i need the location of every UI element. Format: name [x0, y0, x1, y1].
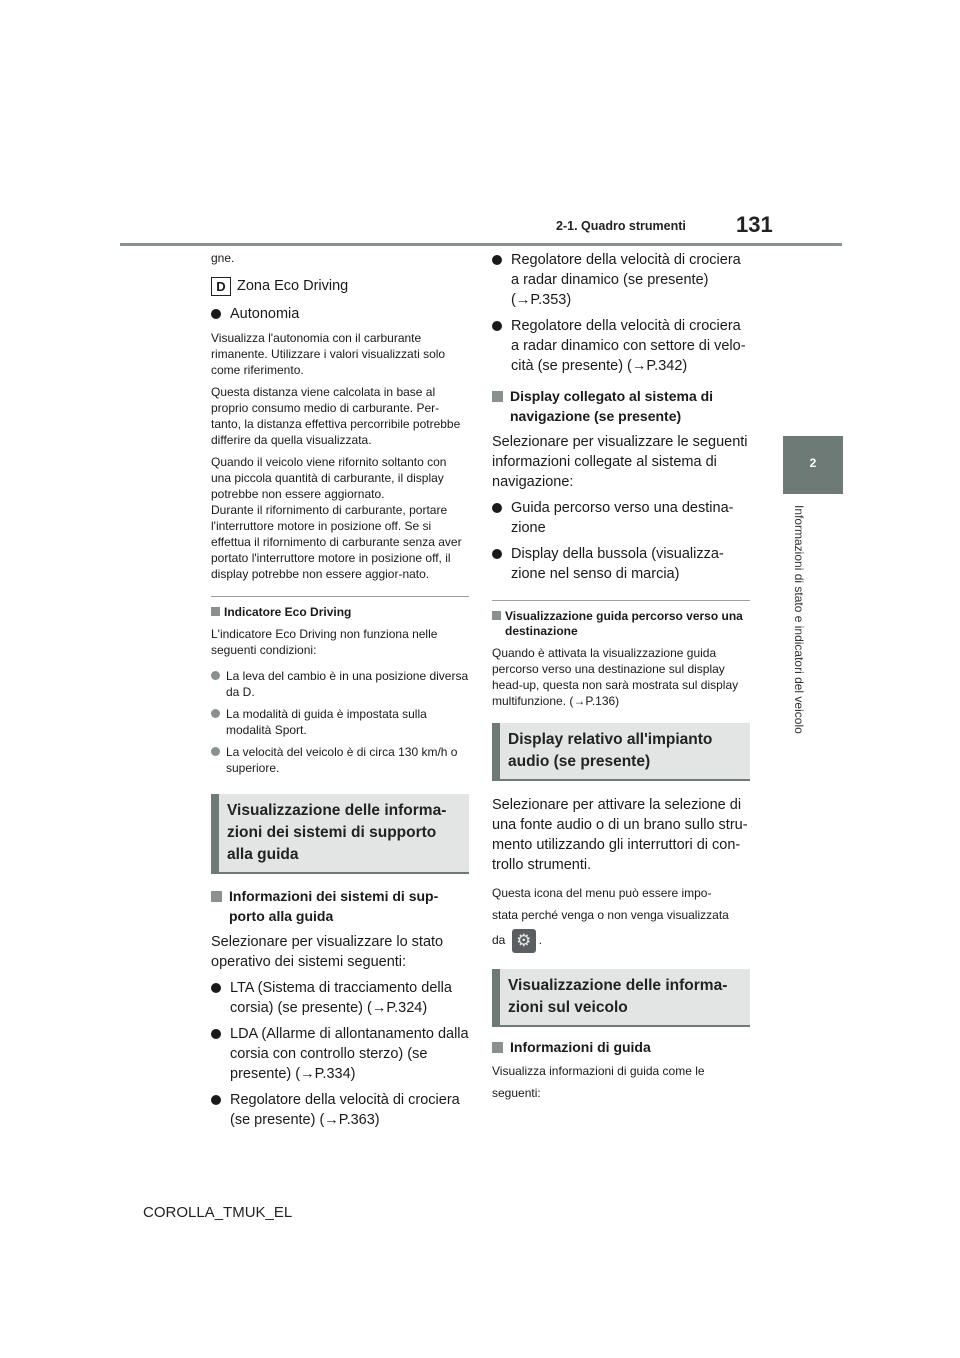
support-item: LTA (Sistema di tracciamento della corsia) (se presente) (→P.324) — [211, 978, 469, 1018]
nav-para: Selezionare per visualizzare le seguenti informazioni collegate al sistema di navigazione: — [492, 434, 748, 490]
chapter-tab-title: Informazioni di stato e indicatori del veicolo — [792, 505, 806, 734]
audio-note-period: . — [538, 933, 543, 948]
nav-item: Guida percorso verso una destina-zione — [492, 498, 750, 538]
callout-letter-d: D — [211, 277, 231, 296]
audio-para: Selezionare per attivare la selezione di una fonte audio o di un brano sullo stru-mento utilizzando gli interruttori di con-trollo strumenti. — [492, 797, 748, 873]
audio-note-line: stata perché venga o non venga visualizzata — [492, 908, 729, 922]
eco-indicator-heading: Indicatore Eco Driving — [211, 605, 469, 620]
support-info-para: Selezionare per visualizzare lo stato operativo dei sistemi seguenti: — [211, 934, 444, 970]
eco-condition-item: La velocità del veicolo è di circa 130 km/h o superiore. — [211, 744, 469, 776]
eco-zone-item — [211, 276, 469, 296]
header-rule — [120, 243, 842, 246]
chapter-tab-number: 2 — [809, 456, 817, 470]
autonomia-para-3: Quando il veicolo viene rifornito soltanto con una piccola quantità di carburante, il display potrebbe non essere aggiornato. — [211, 455, 447, 501]
driving-info-heading: Informazioni di guida — [492, 1037, 750, 1057]
section-title-audio: Display relativo all'impianto audio (se presente) — [492, 723, 750, 781]
audio-note-line: Questa icona del menu può essere impo- — [492, 886, 712, 900]
section-title-support-systems: Visualizzazione delle informa-zioni dei sistemi di supporto alla guida — [211, 794, 469, 874]
route-guide-heading: Visualizzazione guida percorso verso una destinazione — [492, 609, 750, 639]
section-title-vehicle-info: Visualizzazione delle informa-zioni sul veicolo — [492, 969, 750, 1027]
driving-info-line: seguenti: — [492, 1086, 541, 1100]
eco-indicator-para: L'indicatore Eco Driving non funziona nelle seguenti condizioni: — [211, 627, 438, 657]
footer-model-code: COROLLA_TMUK_EL — [143, 1204, 293, 1221]
continued-fragment: gne. — [211, 251, 235, 265]
nav-item: Display della bussola (visualizza-zione nel senso di marcia) — [492, 544, 750, 584]
cruise-item: Regolatore della velocità di crociera a radar dinamico con settore di velo-cità (se presente) (→P.342) — [492, 316, 750, 376]
support-item: Regolatore della velocità di crociera (se presente) (→P.363) — [211, 1090, 469, 1130]
divider — [492, 600, 750, 601]
eco-zone-label: Zona Eco Driving — [237, 278, 349, 294]
cruise-item: Regolatore della velocità di crociera a radar dinamico (se presente) (→P.353) — [492, 250, 750, 310]
nav-heading: Display collegato al sistema di navigazione (se presente) — [492, 386, 750, 426]
running-header-section: 2-1. Quadro strumenti — [556, 219, 686, 233]
page-number: 131 — [736, 212, 773, 237]
audio-note-line — [492, 929, 750, 953]
eco-condition-item: La leva del cambio è in una posizione diversa da D. — [211, 668, 469, 700]
support-item: LDA (Allarme di allontanamento dalla corsia con controllo sterzo) (se presente) (→P.334) — [211, 1024, 469, 1084]
bullet-autonomia: Autonomia — [211, 304, 469, 324]
divider — [211, 596, 469, 597]
route-guide-para: Quando è attivata la visualizzazione guida percorso verso una destinazione sul display head-up, questa non sarà mostrata sul display multifunzione. (→P.136) — [492, 646, 739, 708]
eco-condition-item: La modalità di guida è impostata sulla modalità Sport. — [211, 706, 469, 738]
driving-info-line: Visualizza informazioni di guida come le — [492, 1064, 705, 1078]
right-column — [492, 250, 750, 1107]
support-info-heading: Informazioni dei sistemi di sup-porto alla guida — [211, 886, 469, 926]
autonomia-para-2: Questa distanza viene calcolata in base al proprio consumo medio di carburante. Per-tanto, la distanza effettiva percorribile potrebbe differire da quella visualizzata. — [211, 385, 461, 447]
autonomia-para-1: Visualizza l'autonomia con il carburante rimanente. Utilizzare i valori visualizzati solo come riferimento. — [211, 331, 446, 377]
settings-gear-icon — [512, 929, 536, 953]
left-column — [211, 250, 469, 1136]
audio-note-text: da — [492, 933, 506, 948]
autonomia-para-4: Durante il rifornimento di carburante, portare l'interruttore motore in posizione off. Se si effettua il rifornimento di carburante senza aver portato l'interruttore motore in posizione off, il display potrebbe non essere aggior-nato. — [211, 503, 462, 581]
